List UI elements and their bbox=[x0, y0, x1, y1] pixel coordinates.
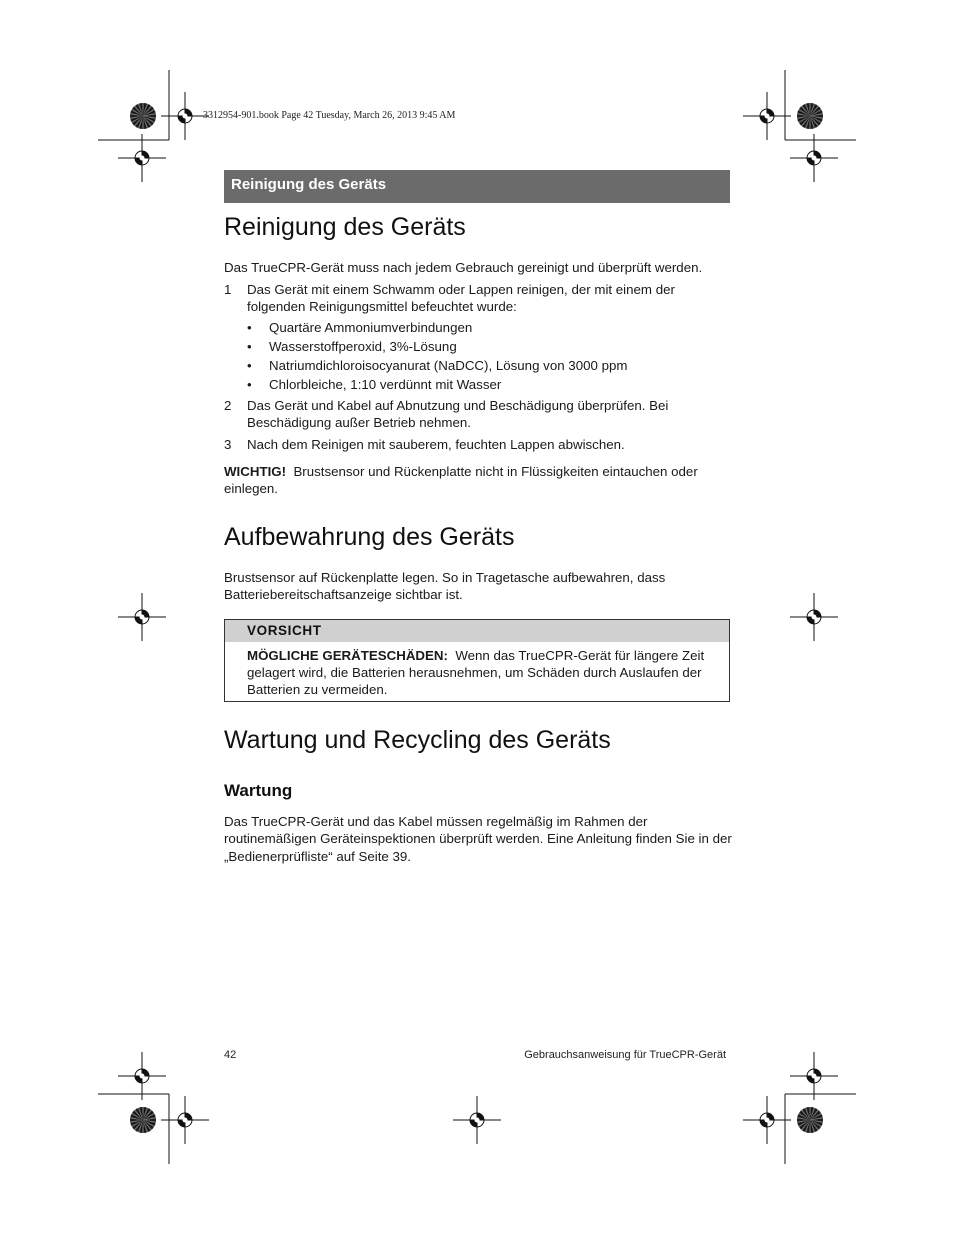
page-number: 42 bbox=[224, 1049, 237, 1061]
caution-box bbox=[224, 619, 730, 702]
step-text: Das Gerät mit einem Schwamm oder Lappen reinigen, der mit einem der folgenden Reinigungsmittel befeuchtet wurde: bbox=[247, 282, 675, 315]
subsection-title-wartung: Wartung bbox=[224, 781, 293, 800]
footer-doc-title: Gebrauchsanweisung für TrueCPR-Gerät bbox=[524, 1049, 726, 1061]
list-item-text: Natriumdichloroisocyanurat (NaDCC), Lösung von 3000 ppm bbox=[269, 358, 628, 373]
step-text: Das Gerät und Kabel auf Abnutzung und Beschädigung überprüfen. Bei Beschädigung außer Betrieb nehmen. bbox=[247, 398, 669, 431]
registration-starburst-icon bbox=[130, 103, 156, 129]
registration-crosshair-icon bbox=[790, 134, 838, 182]
list-item bbox=[247, 319, 727, 336]
bullet-icon: • bbox=[247, 320, 252, 335]
step-number: 1 bbox=[224, 282, 232, 297]
list-item-text: Wasserstoffperoxid, 3%-Lösung bbox=[269, 339, 457, 354]
registration-crosshair-icon bbox=[118, 1052, 166, 1100]
caution-label: VORSICHT bbox=[225, 620, 729, 642]
step-2 bbox=[224, 397, 734, 432]
registration-crosshair-icon bbox=[118, 593, 166, 641]
print-slug: 3312954-901.book Page 42 Tuesday, March 26, 2013 9:45 AM bbox=[203, 110, 456, 121]
list-item bbox=[247, 357, 727, 374]
important-text: Brustsensor und Rückenplatte nicht in Flüssigkeiten eintauchen oder einlegen. bbox=[224, 464, 698, 497]
caution-bold: MÖGLICHE GERÄTESCHÄDEN: bbox=[247, 648, 448, 663]
maintenance-text: Das TrueCPR-Gerät und das Kabel müssen regelmäßig im Rahmen der routinemäßigen Geräteinspektionen überprüft werden. Eine Anleitung finden Sie in der „Bedienerprüfliste“ auf Seite 39. bbox=[224, 814, 732, 864]
registration-crosshair-icon bbox=[790, 1052, 838, 1100]
registration-crosshair-icon bbox=[161, 1096, 209, 1144]
registration-crosshair-icon bbox=[743, 92, 791, 140]
cleaning-intro: Das TrueCPR-Gerät muss nach jedem Gebrauch gereinigt und überprüft werden. bbox=[224, 260, 703, 275]
step-3 bbox=[224, 436, 734, 453]
registration-crosshair-icon bbox=[790, 593, 838, 641]
registration-starburst-icon bbox=[797, 103, 823, 129]
caution-text bbox=[247, 647, 729, 698]
section-title-cleaning: Reinigung des Geräts bbox=[224, 213, 466, 241]
list-item bbox=[247, 376, 727, 393]
caution-body-text: Wenn das TrueCPR-Gerät für längere Zeit gelagert wird, die Batterien herausnehmen, um Schäden durch Auslaufen der Batterien zu vermeiden. bbox=[247, 648, 705, 697]
registration-starburst-icon bbox=[797, 1107, 823, 1133]
bullet-icon: • bbox=[247, 377, 252, 392]
section-title-maintenance: Wartung und Recycling des Geräts bbox=[224, 726, 611, 754]
step-text: Nach dem Reinigen mit sauberem, feuchten Lappen abwischen. bbox=[247, 437, 625, 452]
registration-starburst-icon bbox=[130, 1107, 156, 1133]
registration-crosshair-icon bbox=[743, 1096, 791, 1144]
storage-text: Brustsensor auf Rückenplatte legen. So in Tragetasche aufbewahren, dass Batteriebereitschaftsanzeige sichtbar ist. bbox=[224, 570, 666, 603]
registration-crosshair-icon bbox=[161, 92, 209, 140]
step-number: 2 bbox=[224, 398, 232, 413]
important-note bbox=[224, 463, 734, 498]
list-item-text: Quartäre Ammoniumverbindungen bbox=[269, 320, 473, 335]
registration-crosshair-icon bbox=[118, 134, 166, 182]
step-number: 3 bbox=[224, 437, 232, 452]
list-item-text: Chlorbleiche, 1:10 verdünnt mit Wasser bbox=[269, 377, 502, 392]
important-label: WICHTIG! bbox=[224, 464, 287, 479]
section-title-storage: Aufbewahrung des Geräts bbox=[224, 523, 515, 551]
running-header: Reinigung des Geräts bbox=[224, 170, 730, 203]
bullet-icon: • bbox=[247, 358, 252, 373]
bullet-icon: • bbox=[247, 339, 252, 354]
step-1 bbox=[224, 281, 734, 316]
registration-crosshair-icon bbox=[453, 1096, 501, 1144]
list-item bbox=[247, 338, 727, 355]
